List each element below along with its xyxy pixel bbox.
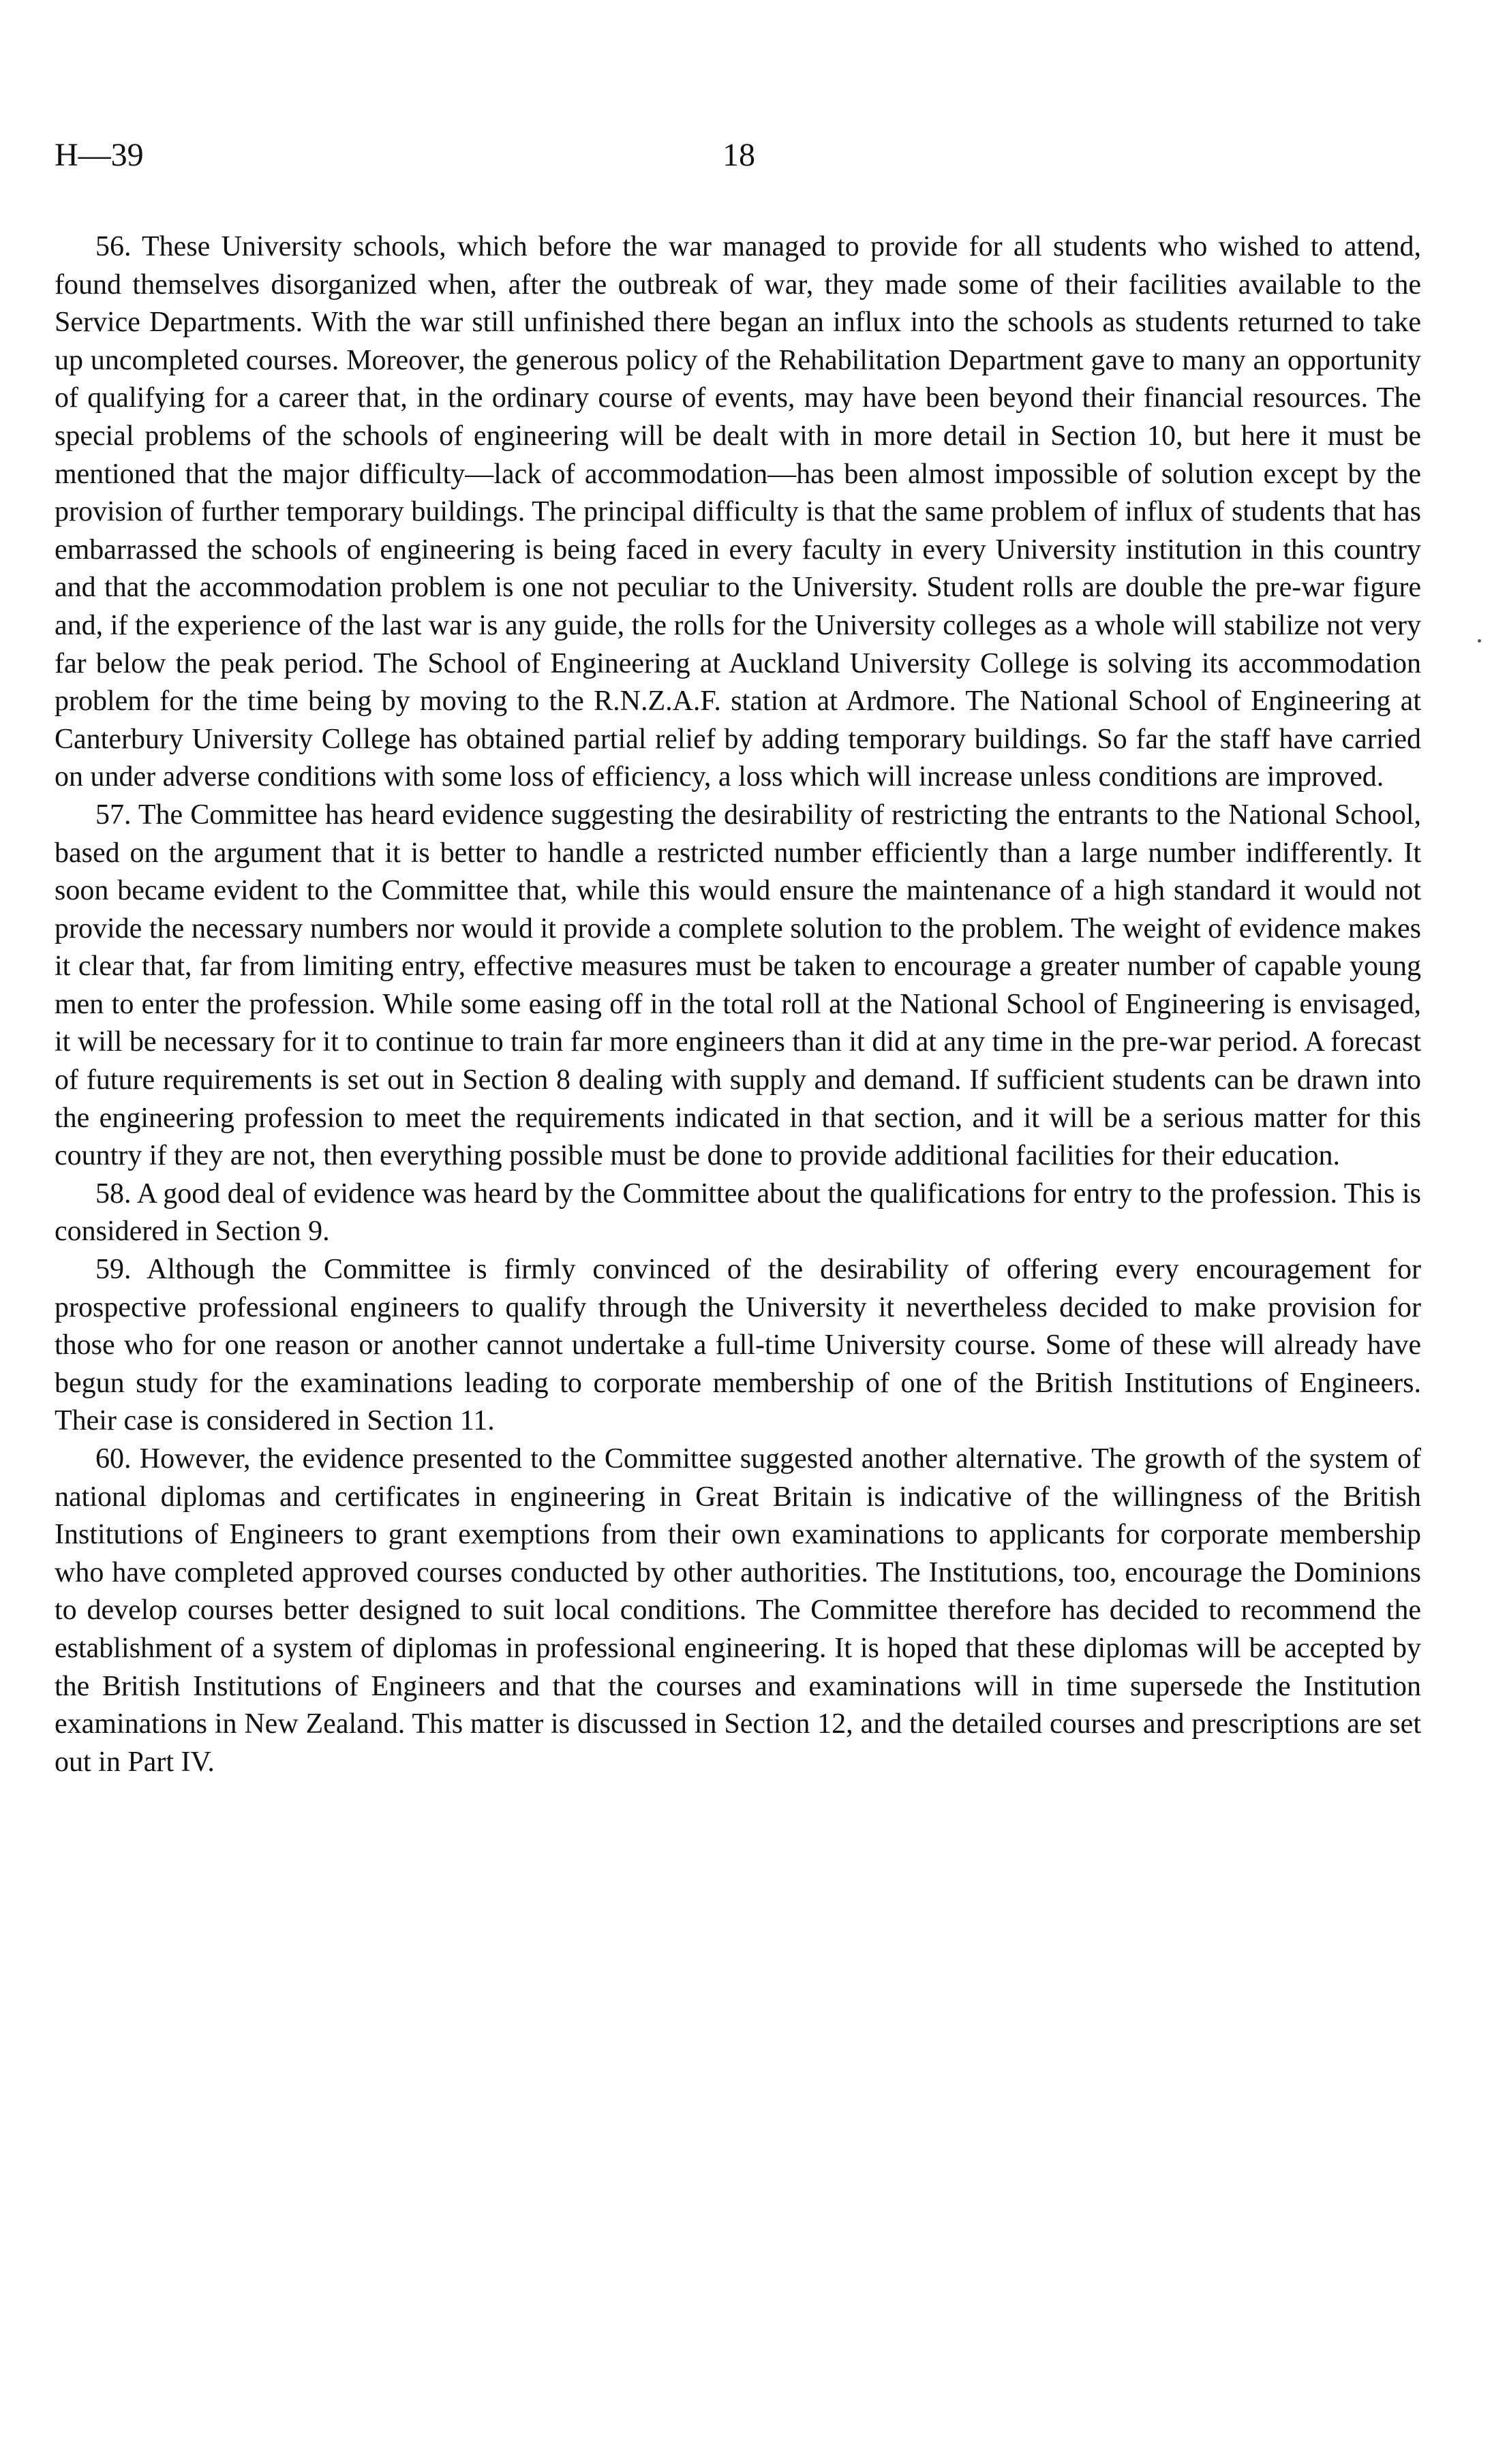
document-code: H—39 [55,137,144,173]
paragraph-59: 59. Although the Committee is firmly convinced of the desirability of offering every encouragement for prospective professional engineers to qualify through the University it nevertheless decided to make provision for those who for one reason or another cannot undertake a full-time University course. Some of these will already have begun study for the examinations leading to corporate membership of one of the British Institutions of Engineers. Their case is considered in Section 11. [55,1254,1421,1437]
paragraph-56: 56. These University schools, which before the war managed to provide for all students who wished to attend, found themselves disorganized when, after the outbreak of war, they made some of their facilities available to the Service Departments. With the war still unfinished there began an influx into the schools as students returned to take up uncompleted courses. Moreover, the generous policy of the Rehabilitation Department gave to many an opportunity of qualifying for a career that, in the ordinary course of events, may have been beyond their financial resources. The special problems of the schools of engineering will be dealt with in more detail in Section 10, but here it must be mentioned that the major difficulty—lack of accommodation—has been almost impossible of solution except by the provision of further temporary buildings. The principal difficulty is that the same problem of influx of students that has embarrassed the schools of engineering is being faced in every faculty in every University institution in this country and that the accommodation problem is one not peculiar to the University. Student rolls are double the pre-war figure and, if the experience of the last war is any guide, the rolls for the University colleges as a whole will stabilize not very far below the peak period. The School of Engineering at Auckland University College is solving its accommodation problem for the time being by moving to the R.N.Z.A.F. station at Ardmore. The National School of Engineering at Canterbury University College has obtained partial relief by adding temporary buildings. So far the staff have carried on under adverse conditions with some loss of efficiency, a loss which will increase unless conditions are improved. [55,231,1421,793]
page-header [55,136,1431,184]
paragraph-60: 60. However, the evidence presented to the Committee suggested another alternative. The growth of the system of national diplomas and certificates in engineering in Great Britain is indicative of the willingness of the British Institutions of Engineers to grant exemptions from their own examinations to applicants for corporate membership who have completed approved courses conducted by other authorities. The Institutions, too, encourage the Dominions to develop courses better designed to suit local conditions. The Committee therefore has decided to recommend the establishment of a system of diplomas in professional engineering. It is hoped that these diplomas will be accepted by the British Institutions of Engineers and that the courses and examinations will in time supersede the Institution examinations in New Zealand. This matter is discussed in Section 12, and the detailed courses and prescriptions are set out in Part IV. [55,1443,1421,1778]
body-text [55,228,1421,1781]
paragraph-57: 57. The Committee has heard evidence suggesting the desirability of restricting the entrants to the National School, based on the argument that it is better to handle a restricted number efficiently than a large number indifferently. It soon became evident to the Committee that, while this would ensure the maintenance of a high standard it would not provide the necessary numbers nor would it provide a complete solution to the problem. The weight of evidence makes it clear that, far from limiting entry, effective measures must be taken to encourage a greater number of capable young men to enter the profession. While some easing off in the total roll at the National School of Engineering is envisaged, it will be necessary for it to continue to train far more engineers than it did at any time in the pre-war period. A forecast of future requirements is set out in Section 8 dealing with supply and demand. If sufficient students can be drawn into the engineering profession to meet the requirements indicated in that section, and it will be a serious matter for this country if they are not, then everything possible must be done to provide additional facilities for their education. [55,799,1421,1172]
paragraph-58: 58. A good deal of evidence was heard by the Committee about the qualifications for entry to the profession. This is considered in Section 9. [55,1177,1421,1248]
margin-mark [1478,639,1481,643]
page-number: 18 [722,137,755,173]
